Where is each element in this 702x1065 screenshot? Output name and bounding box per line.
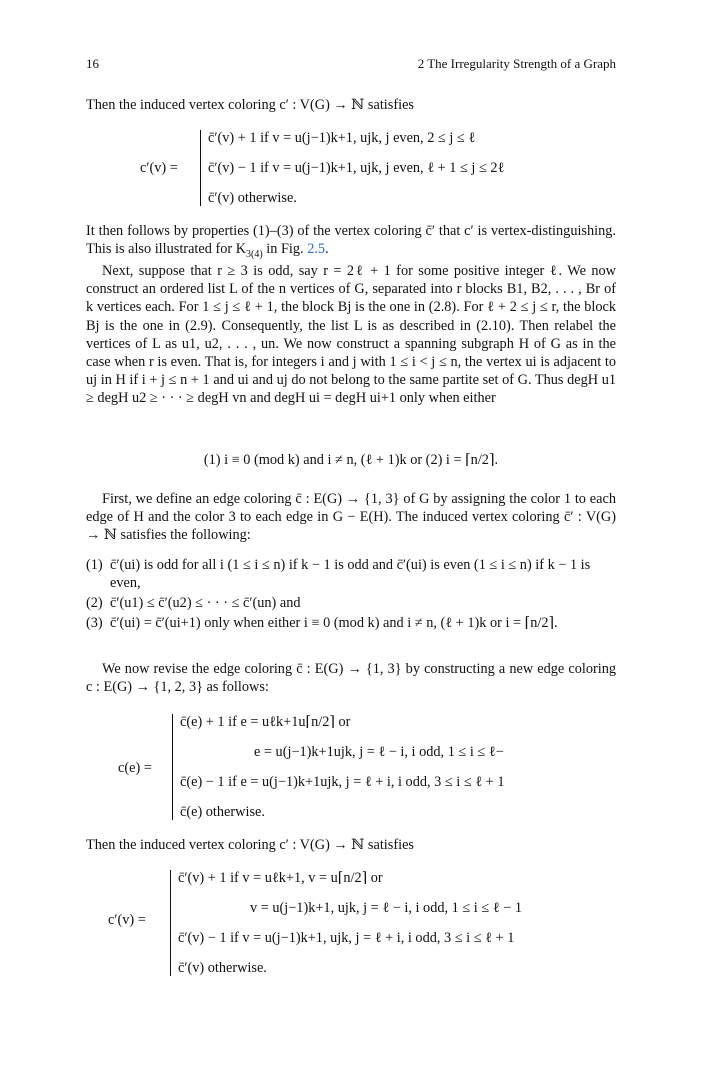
figure-link[interactable]: 2.5 (307, 241, 326, 258)
equation-1-row: c̄′(v) + 1 if v = u(j−1)k+1, ujk, j even, 2 ≤ j ≤ ℓ (208, 130, 476, 146)
equation-1-row: c̄′(v) otherwise. (208, 190, 297, 206)
paragraph-6: Then the induced vertex coloring c′ : V(G) → ℕ satisfies (86, 837, 414, 853)
equation-1-brace (200, 130, 201, 206)
paragraph-2-text: It then follows by properties (1)–(3) of the vertex coloring c̄′ that c′ is vertex-distinguishing. This is also illustrated for K (86, 223, 616, 258)
paragraph-1: Then the induced vertex coloring c′ : V(G) → ℕ satisfies (86, 97, 414, 113)
equation-3-row: c̄′(v) otherwise. (178, 960, 267, 976)
equation-3-row: c̄′(v) − 1 if v = u(j−1)k+1, ujk, j = ℓ + i, i odd, 3 ≤ i ≤ ℓ + 1 (178, 930, 515, 946)
paragraph-3: Next, suppose that r ≥ 3 is odd, say r = 2ℓ + 1 for some positive integer ℓ. We now construct an ordered list L of the n vertices of G, separated into r blocks B1, B2, . . . , Br of k vertices each. For 1 ≤ j ≤ ℓ + 1, the block Bj is the one in (2.8). For ℓ + 2 ≤ j ≤ r, the block Bj is the one in (2.9). Consequently, the list L is as described in (2.10). Then relabel the vertices of L as u1, u2, . . . , un. We now construct a spanning subgraph H of G as in the case when r is even. That is, for integers i and j with 1 ≤ i < j ≤ n, the vertex ui is adjacent to uj in H if i + j ≤ n + 1 and ui and uj do not belong to the same partite set of G. Thus degH u1 ≥ degH u2 ≥ · · · ≥ degH vn and degH ui = degH ui+1 only when either (86, 263, 616, 407)
paragraph-2-text: . (325, 241, 329, 258)
equation-1 (140, 128, 610, 208)
list-text: c̄′(ui) = c̄′(ui+1) only when either i ≡ 0 (mod k) and i ≠ n, (ℓ + 1)k or i = ⌈n/2⌉. (110, 615, 558, 631)
equation-1-row: c̄′(v) − 1 if v = u(j−1)k+1, ujk, j even, ℓ + 1 ≤ j ≤ 2ℓ (208, 160, 505, 176)
list-number: (3) (86, 615, 103, 631)
graph-subscript: 3(4) (246, 249, 263, 261)
list-number: (1) (86, 557, 103, 573)
equation-2-row: c̄(e) + 1 if e = uℓk+1u⌈n/2⌉ or (180, 714, 351, 730)
equation-3-row: v = u(j−1)k+1, ujk, j = ℓ − i, i odd, 1 ≤ i ≤ ℓ − 1 (250, 900, 522, 916)
list-item (86, 556, 616, 592)
equation-2-row: c̄(e) otherwise. (180, 804, 265, 820)
condition-display: (1) i ≡ 0 (mod k) and i ≠ n, (ℓ + 1)k or (2) i = ⌈n/2⌉. (203, 452, 499, 468)
equation-3 (108, 868, 616, 980)
list-item (86, 614, 616, 632)
running-title: 2 The Irregularity Strength of a Graph (417, 56, 616, 71)
equation-2-row: e = u(j−1)k+1ujk, j = ℓ − i, i odd, 1 ≤ i ≤ ℓ− (254, 744, 504, 760)
paragraph-2-text: in Fig. (262, 241, 308, 258)
list-text: c̄′(ui) is odd for all i (1 ≤ i ≤ n) if k − 1 is odd and c̄′(ui) is even (1 ≤ i ≤ n) if k − 1 is even, (110, 557, 591, 592)
equation-2 (118, 712, 618, 824)
list-item (86, 594, 616, 612)
equation-3-row: c̄′(v) + 1 if v = uℓk+1, v = u⌈n/2⌉ or (178, 870, 383, 886)
paragraph-2 (86, 222, 616, 264)
equation-3-brace (170, 870, 171, 976)
list-number: (2) (86, 595, 103, 611)
paragraph-4: First, we define an edge coloring c̄ : E(G) → {1, 3} of G by assigning the color 1 to each edge of H and the color 3 to each edge in G − E(H). The induced vertex coloring c̄′ : V(G) → ℕ satisfies the following: (86, 491, 616, 544)
list-text: c̄′(u1) ≤ c̄′(u2) ≤ · · · ≤ c̄′(un) and (110, 595, 301, 611)
equation-1-lhs: c′(v) = (140, 160, 178, 176)
equation-2-lhs: c(e) = (118, 760, 152, 776)
equation-2-row: c̄(e) − 1 if e = u(j−1)k+1ujk, j = ℓ + i, i odd, 3 ≤ i ≤ ℓ + 1 (180, 774, 505, 790)
paragraph-5: We now revise the edge coloring c̄ : E(G) → {1, 3} by constructing a new edge coloring c : E(G) → {1, 2, 3} as follows: (86, 661, 616, 696)
page-number: 16 (86, 56, 99, 71)
equation-2-brace (172, 714, 173, 820)
equation-3-lhs: c′(v) = (108, 912, 146, 928)
